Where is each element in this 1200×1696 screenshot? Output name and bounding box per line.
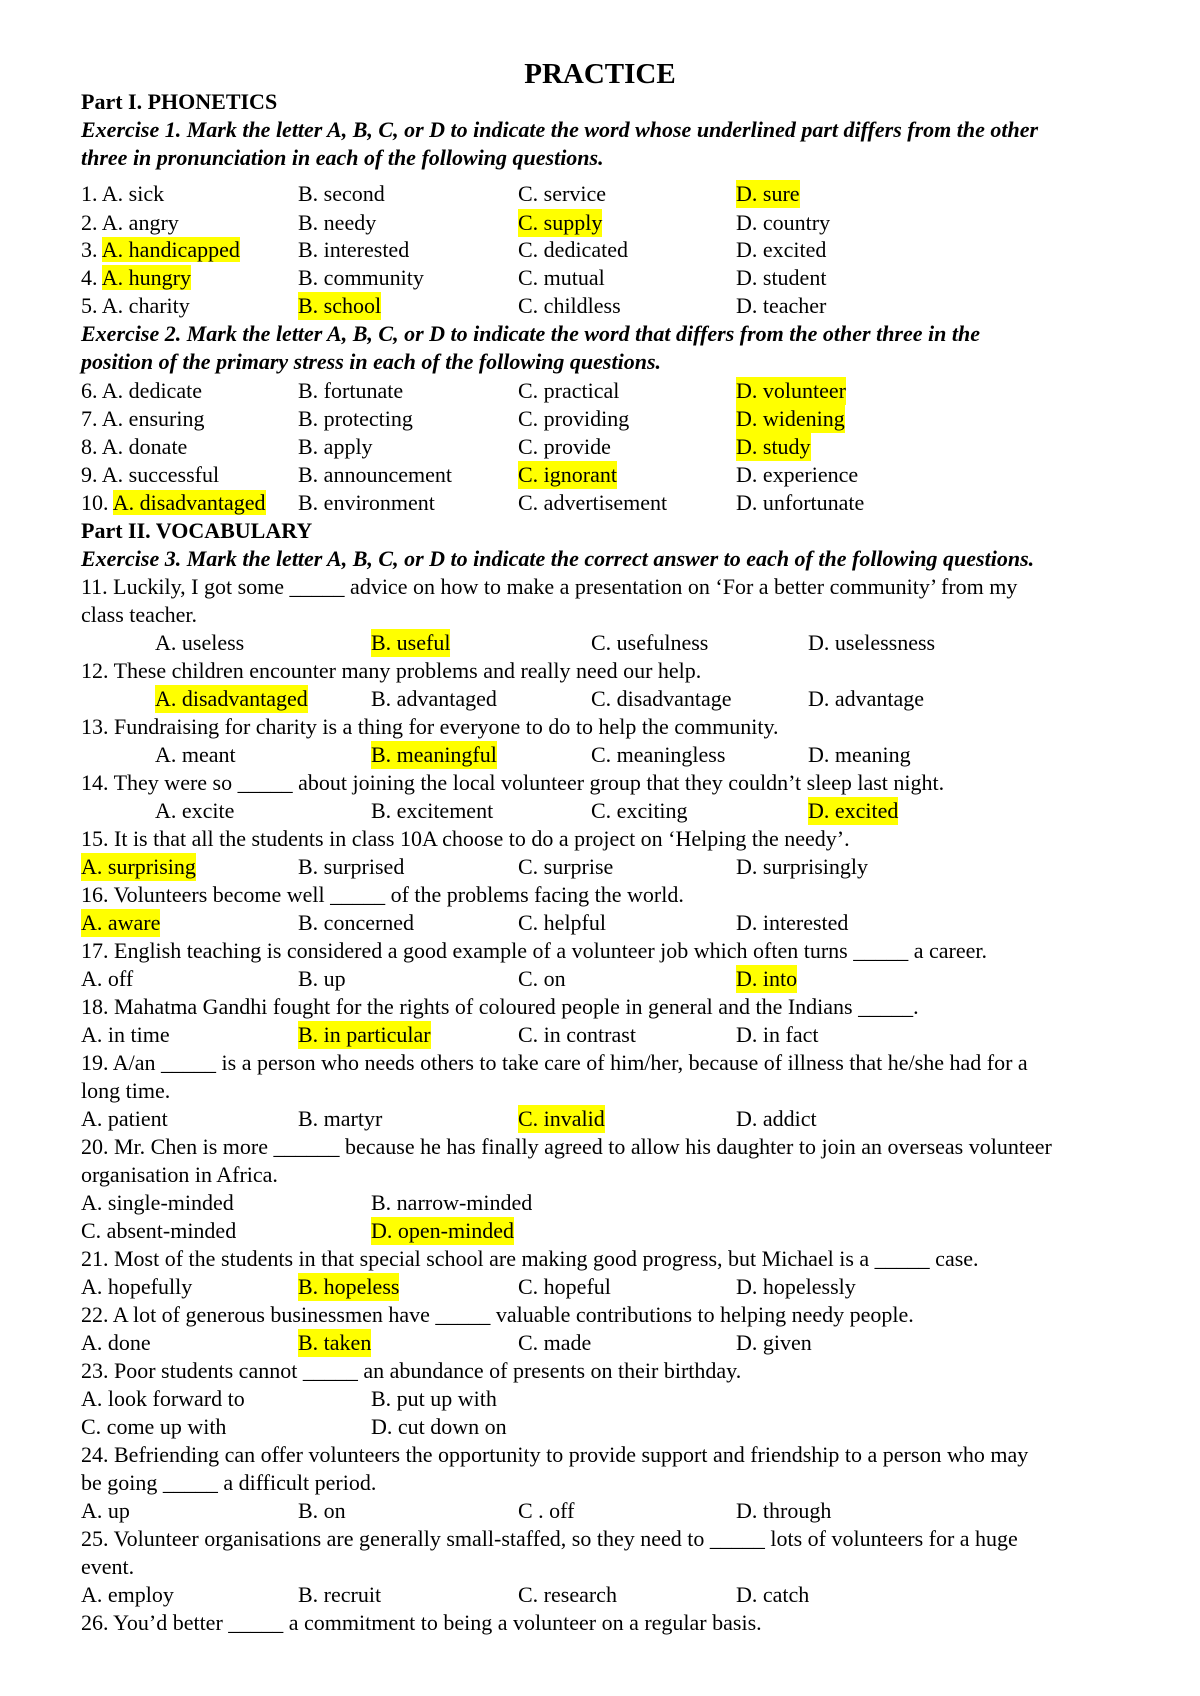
a25-option-0: A. employ — [81, 1582, 174, 1607]
r7-option-2: C. providing — [518, 406, 630, 431]
a11-option-2: C. usefulness — [591, 630, 709, 655]
r1-option-0: 1. A. sick — [81, 181, 165, 206]
question-20-cont: organisation in Africa. — [81, 1162, 278, 1187]
a24-option-0: A. up — [81, 1498, 130, 1523]
part-2-heading: Part II. VOCABULARY — [81, 518, 313, 543]
a15-option-0: A. surprising — [81, 854, 196, 879]
r2-option-1: B. needy — [298, 210, 377, 235]
question-11: 11. Luckily, I got some _____ advice on how to make a presentation on ‘For a better community’ from my — [81, 574, 1018, 599]
r2-option-3: D. country — [736, 210, 831, 235]
a19-option-3: D. addict — [736, 1106, 817, 1131]
a19-option-2: C. invalid — [518, 1106, 605, 1131]
a18-option-1: B. in particular — [298, 1022, 431, 1047]
question-13: 13. Fundraising for charity is a thing for everyone to do to help the community. — [81, 714, 779, 739]
question-25-cont: event. — [81, 1554, 135, 1579]
a20-option-1: B. narrow-minded — [371, 1190, 533, 1215]
a16-option-0: A. aware — [81, 910, 161, 935]
r10-option-3: D. unfortunate — [736, 490, 865, 515]
r1-option-2: C. service — [518, 181, 606, 206]
question-26: 26. You’d better _____ a commitment to being a volunteer on a regular basis. — [81, 1610, 762, 1635]
a15-option-2: C. surprise — [518, 854, 614, 879]
a11-option-0: A. useless — [155, 630, 245, 655]
a11-option-3: D. uselessness — [808, 630, 936, 655]
r4-option-2: C. mutual — [518, 265, 605, 290]
r4-option-3: D. student — [736, 265, 827, 290]
a17-option-2: C. on — [518, 966, 566, 991]
a19-option-0: A. patient — [81, 1106, 168, 1131]
r3-option-3: D. excited — [736, 237, 827, 262]
question-20: 20. Mr. Chen is more ______ because he has finally agreed to allow his daughter to join an overseas volunteer — [81, 1134, 1052, 1159]
a23-option-2: C. come up with — [81, 1414, 227, 1439]
a21-option-0: A. hopefully — [81, 1274, 193, 1299]
r8-option-1: B. apply — [298, 434, 373, 459]
a22-option-0: A. done — [81, 1330, 151, 1355]
a14-option-3: D. excited — [808, 798, 899, 823]
exercise-1-instruction: Exercise 1. Mark the letter A, B, C, or D to indicate the word whose underlined part differs from the other — [81, 117, 1039, 142]
r5-option-3: D. teacher — [736, 293, 827, 318]
a11-option-1: B. useful — [371, 630, 451, 655]
a15-option-3: D. surprisingly — [736, 854, 868, 879]
a14-option-0: A. excite — [155, 798, 235, 823]
a21-option-1: B. hopeless — [298, 1274, 400, 1299]
a23-option-3: D. cut down on — [371, 1414, 507, 1439]
a17-option-0: A. off — [81, 966, 134, 991]
r2-option-2: C. supply — [518, 210, 603, 235]
question-23: 23. Poor students cannot _____ an abundance of presents on their birthday. — [81, 1358, 742, 1383]
r4-option-0: 4. A. hungry — [81, 265, 192, 290]
part-1-heading: Part I. PHONETICS — [81, 89, 278, 114]
r1-option-1: B. second — [298, 181, 385, 206]
a21-option-3: D. hopelessly — [736, 1274, 856, 1299]
a12-option-3: D. advantage — [808, 686, 925, 711]
a15-option-1: B. surprised — [298, 854, 405, 879]
a18-option-0: A. in time — [81, 1022, 170, 1047]
question-17: 17. English teaching is considered a good example of a volunteer job which often turns _____ a career. — [81, 938, 988, 963]
r10-option-0: 10. A. disadvantaged — [81, 490, 266, 515]
r8-option-2: C. provide — [518, 434, 611, 459]
a25-option-1: B. recruit — [298, 1582, 382, 1607]
a23-option-0: A. look forward to — [81, 1386, 245, 1411]
a24-option-1: B. on — [298, 1498, 346, 1523]
r8-option-0: 8. A. donate — [81, 434, 188, 459]
exercise-2-instruction-cont: position of the primary stress in each of the following questions. — [81, 349, 662, 374]
a25-option-2: C. research — [518, 1582, 617, 1607]
question-22: 22. A lot of generous businessmen have _____ valuable contributions to helping needy people. — [81, 1302, 914, 1327]
a23-option-1: B. put up with — [371, 1386, 497, 1411]
r10-option-2: C. advertisement — [518, 490, 668, 515]
question-12: 12. These children encounter many problems and really need our help. — [81, 658, 702, 683]
question-24: 24. Befriending can offer volunteers the opportunity to provide support and friendship to a person who may — [81, 1442, 1029, 1467]
a22-option-3: D. given — [736, 1330, 812, 1355]
question-15: 15. It is that all the students in class 10A choose to do a project on ‘Helping the needy’. — [81, 826, 850, 851]
r1-option-3: D. sure — [736, 181, 800, 206]
question-19: 19. A/an _____ is a person who needs others to take care of him/her, because of illness that he/she had for a — [81, 1050, 1028, 1075]
a12-option-0: A. disadvantaged — [155, 686, 308, 711]
a12-option-2: C. disadvantage — [591, 686, 732, 711]
r7-option-0: 7. A. ensuring — [81, 406, 205, 431]
r5-option-2: C. childless — [518, 293, 621, 318]
a17-option-3: D. into — [736, 966, 798, 991]
a24-option-2: C . off — [518, 1498, 575, 1523]
a17-option-1: B. up — [298, 966, 346, 991]
question-25: 25. Volunteer organisations are generally small-staffed, so they need to _____ lots of volunteers for a huge — [81, 1526, 1018, 1551]
a12-option-1: B. advantaged — [371, 686, 497, 711]
r6-option-3: D. volunteer — [736, 378, 846, 403]
question-14: 14. They were so _____ about joining the local volunteer group that they couldn’t sleep last night. — [81, 770, 945, 795]
a13-option-0: A. meant — [155, 742, 236, 767]
r6-option-0: 6. A. dedicate — [81, 378, 202, 403]
question-16: 16. Volunteers become well _____ of the problems facing the world. — [81, 882, 684, 907]
question-24-cont: be going _____ a difficult period. — [81, 1470, 377, 1495]
page-title: PRACTICE — [524, 58, 676, 90]
question-11-cont: class teacher. — [81, 602, 198, 627]
r9-option-0: 9. A. successful — [81, 462, 220, 487]
r7-option-3: D. widening — [736, 406, 845, 431]
r5-option-0: 5. A. charity — [81, 293, 190, 318]
r6-option-2: C. practical — [518, 378, 620, 403]
r3-option-1: B. interested — [298, 237, 410, 262]
a14-option-1: B. excitement — [371, 798, 494, 823]
a19-option-1: B. martyr — [298, 1106, 383, 1131]
r9-option-2: C. ignorant — [518, 462, 617, 487]
a16-option-1: B. concerned — [298, 910, 415, 935]
r6-option-1: B. fortunate — [298, 378, 404, 403]
a13-option-1: B. meaningful — [371, 742, 497, 767]
r7-option-1: B. protecting — [298, 406, 413, 431]
a16-option-3: D. interested — [736, 910, 849, 935]
r3-option-2: C. dedicated — [518, 237, 628, 262]
r9-option-3: D. experience — [736, 462, 859, 487]
question-19-cont: long time. — [81, 1078, 171, 1103]
r3-option-0: 3. A. handicapped — [81, 237, 240, 262]
question-21: 21. Most of the students in that special school are making good progress, but Michael is a _____ case. — [81, 1246, 979, 1271]
r4-option-1: B. community — [298, 265, 424, 290]
a24-option-3: D. through — [736, 1498, 832, 1523]
a25-option-3: D. catch — [736, 1582, 810, 1607]
exercise-1-instruction-cont: three in pronunciation in each of the following questions. — [81, 145, 604, 170]
r5-option-1: B. school — [298, 293, 382, 318]
a14-option-2: C. exciting — [591, 798, 688, 823]
a22-option-2: C. made — [518, 1330, 592, 1355]
a16-option-2: C. helpful — [518, 910, 606, 935]
a13-option-3: D. meaning — [808, 742, 911, 767]
r10-option-1: B. environment — [298, 490, 435, 515]
r2-option-0: 2. A. angry — [81, 210, 179, 235]
r9-option-1: B. announcement — [298, 462, 452, 487]
a22-option-1: B. taken — [298, 1330, 372, 1355]
question-18: 18. Mahatma Gandhi fought for the rights of coloured people in general and the Indians _____. — [81, 994, 919, 1019]
a20-option-3: D. open-minded — [371, 1218, 514, 1243]
a18-option-2: C. in contrast — [518, 1022, 636, 1047]
a18-option-3: D. in fact — [736, 1022, 819, 1047]
exercise-2-instruction: Exercise 2. Mark the letter A, B, C, or D to indicate the word that differs from the other three in the — [81, 321, 980, 346]
a13-option-2: C. meaningless — [591, 742, 726, 767]
r8-option-3: D. study — [736, 434, 811, 459]
a21-option-2: C. hopeful — [518, 1274, 611, 1299]
exercise-3-instruction: Exercise 3. Mark the letter A, B, C, or D to indicate the correct answer to each of the following questions. — [81, 546, 1035, 571]
a20-option-2: C. absent-minded — [81, 1218, 237, 1243]
a20-option-0: A. single-minded — [81, 1190, 234, 1215]
